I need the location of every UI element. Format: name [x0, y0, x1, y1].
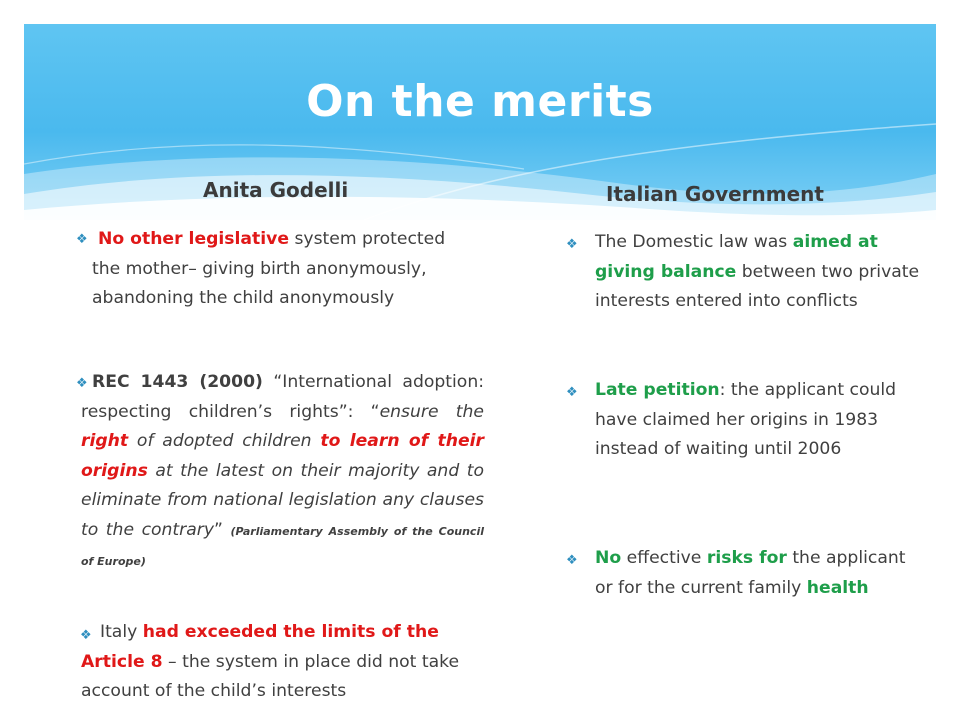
left-bullet-1-text: system protected the mother– giving birth anonymously, abandoning the child anonymously: [92, 229, 446, 308]
left-column-heading: Anita Godelli: [203, 178, 349, 202]
right-word: right: [81, 431, 129, 451]
left-bullet-1: [92, 225, 472, 314]
quote-text-2: of adopted children: [128, 431, 321, 451]
left-bullet-2: [81, 368, 484, 577]
no-other-legislative-text: No other legislative: [98, 229, 289, 249]
right-bullet-1-text: between two private interests entered into conflicts: [595, 261, 920, 311]
right-bullet-2-text: : the applicant could have claimed her origins in 1983 instead of waiting until 2006: [595, 380, 897, 459]
diamond-bullet-icon: ❖: [566, 385, 578, 400]
effective-text: effective: [621, 548, 707, 568]
diamond-bullet-icon: ❖: [76, 376, 88, 391]
right-bullet-1: [595, 228, 925, 317]
exceeded-limits-text: had exceeded the limits of the Article 8: [81, 622, 439, 672]
no-text: No: [595, 548, 622, 568]
learn-origins-text: to learn of their origins: [81, 431, 484, 481]
diamond-bullet-icon: ❖: [80, 628, 92, 643]
left-bullet-3-text: – the system in place did not take account of the child’s interests: [81, 651, 460, 701]
rec-reference: REC 1443 (2000): [92, 372, 263, 392]
diamond-bullet-icon: ❖: [566, 553, 578, 568]
health-text: health: [806, 577, 869, 598]
right-bullet-3: [595, 544, 915, 603]
right-bullet-1-pre: The Domestic law was: [595, 232, 793, 252]
diamond-bullet-icon: ❖: [566, 237, 578, 252]
applicant-family-text: the applicant or for the current family: [595, 548, 906, 598]
aimed-at-balance-text: aimed at giving balance: [595, 232, 878, 282]
quote-close: ”: [214, 519, 231, 540]
page-title: On the merits: [306, 76, 654, 127]
right-bullet-2: [595, 376, 930, 465]
diamond-bullet-icon: ❖: [76, 232, 88, 247]
rec-quote: “International adoption: respecting children’s rights”: “: [81, 372, 484, 422]
risks-for-text: risks for: [706, 548, 787, 568]
late-petition-text: Late petition: [595, 380, 720, 400]
quote-text-3: at the latest on their majority and to eliminate from national legislation any clauses to the contrary: [81, 460, 484, 540]
left-bullet-3: [81, 618, 476, 707]
source-citation: (Parliamentary Assembly of the Council of Europe): [81, 524, 484, 568]
italy-text: Italy: [100, 622, 143, 642]
quote-text-1: ensure the: [379, 401, 484, 422]
right-column-heading: Italian Government: [606, 182, 824, 206]
